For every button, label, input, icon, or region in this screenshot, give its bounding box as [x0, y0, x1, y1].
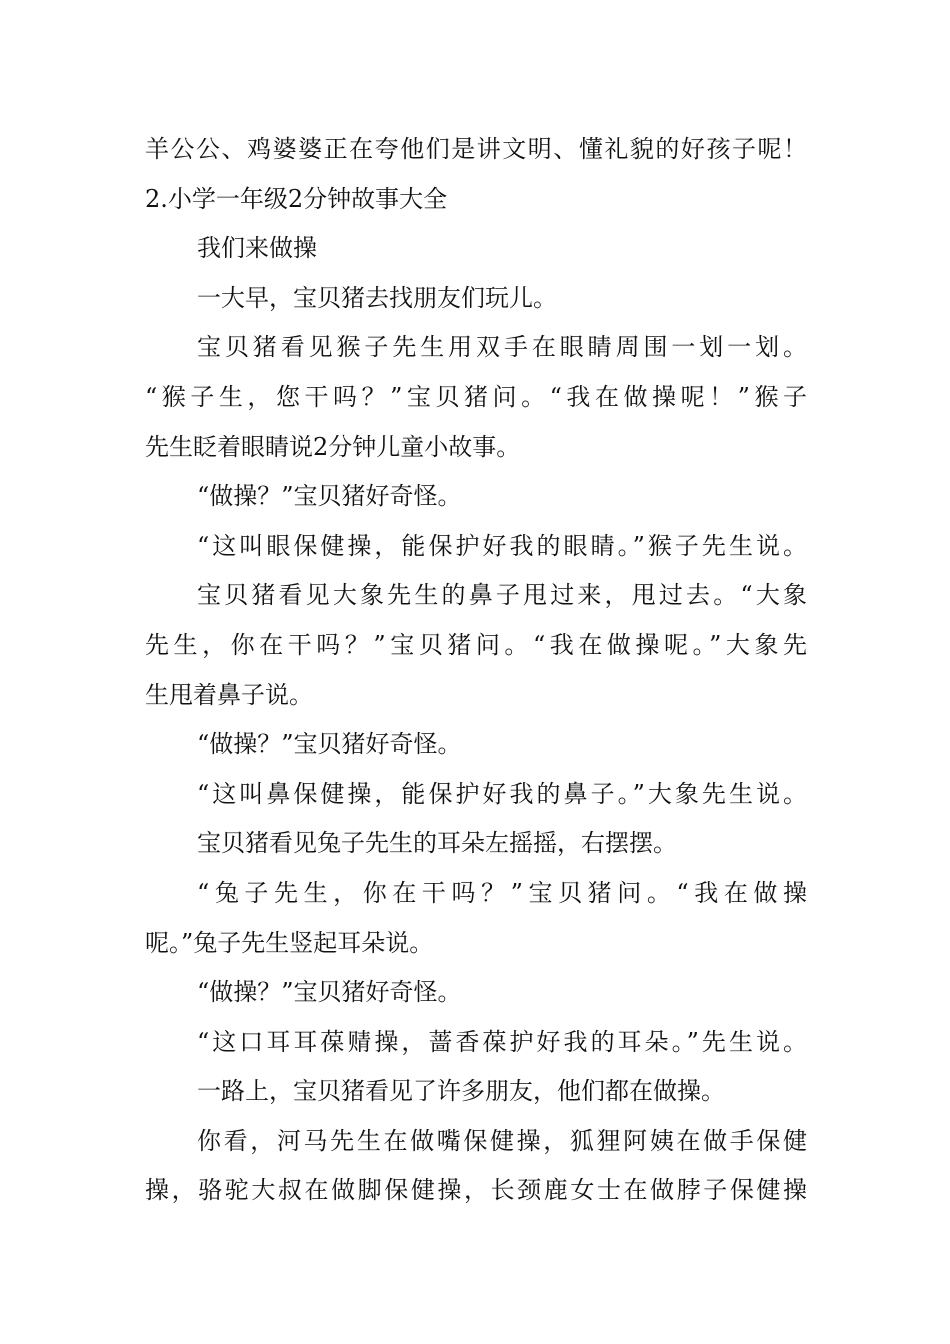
text-line: 宝贝猪看见猴子先生用双手在眼睛周围一划一划。: [197, 333, 807, 362]
text-line: 操，骆驼大叔在做脚保健操，长颈鹿女士在做脖子保健操: [145, 1176, 807, 1205]
story-text-body: [145, 125, 807, 1216]
text-line: 2.小学一年级2分钟故事大全: [145, 184, 448, 213]
text-line: 宝贝猪看见大象先生的鼻子甩过来，甩过去。“大象: [197, 581, 807, 610]
text-line: “这叫鼻保健操，能保护好我的鼻子。”大象先生说。: [197, 779, 807, 808]
text-line: 我们来做操: [197, 234, 317, 263]
text-line: 生甩着鼻子说。: [145, 680, 313, 709]
text-line: 羊公公、鸡婆婆正在夸他们是讲文明、懂礼貌的好孩子呢！: [145, 135, 807, 163]
text-line: 一路上，宝贝猪看见了许多朋友，他们都在做操。: [197, 1077, 725, 1106]
text-line: “做操？”宝贝猪好奇怪。: [197, 482, 462, 511]
text-line: “猴子生，您干吗？”宝贝猪问。“我在做操呢！”猴子: [145, 382, 807, 411]
text-line: “做操？”宝贝猪好奇怪。: [197, 730, 462, 759]
text-line: “这叫眼保健操，能保护好我的眼睛。”猴子先生说。: [197, 531, 807, 560]
text-line: 先生，你在干吗？”宝贝猪问。“我在做操呢。”大象先: [145, 630, 807, 659]
text-line: 先生眨着眼睛说2分钟儿童小故事。: [145, 432, 521, 461]
text-line: 一大早，宝贝猪去找朋友们玩儿。: [197, 283, 557, 312]
text-line: 呢。”兔子先生竖起耳朵说。: [145, 928, 434, 957]
text-line: 你看，河马先生在做嘴保健操，狐狸阿姨在做手保健: [197, 1126, 807, 1155]
text-line: “做操？”宝贝猪好奇怪。: [197, 978, 462, 1007]
text-line: “这口耳耳葆䞍操，蔷香葆护好我的耳朵。”先生说。: [197, 1027, 807, 1056]
text-line: 宝贝猪看见兔子先生的耳朵左摇摇，右摆摆。: [197, 829, 677, 858]
text-line: “兔子先生，你在干吗？”宝贝猪问。“我在做操: [197, 878, 807, 907]
